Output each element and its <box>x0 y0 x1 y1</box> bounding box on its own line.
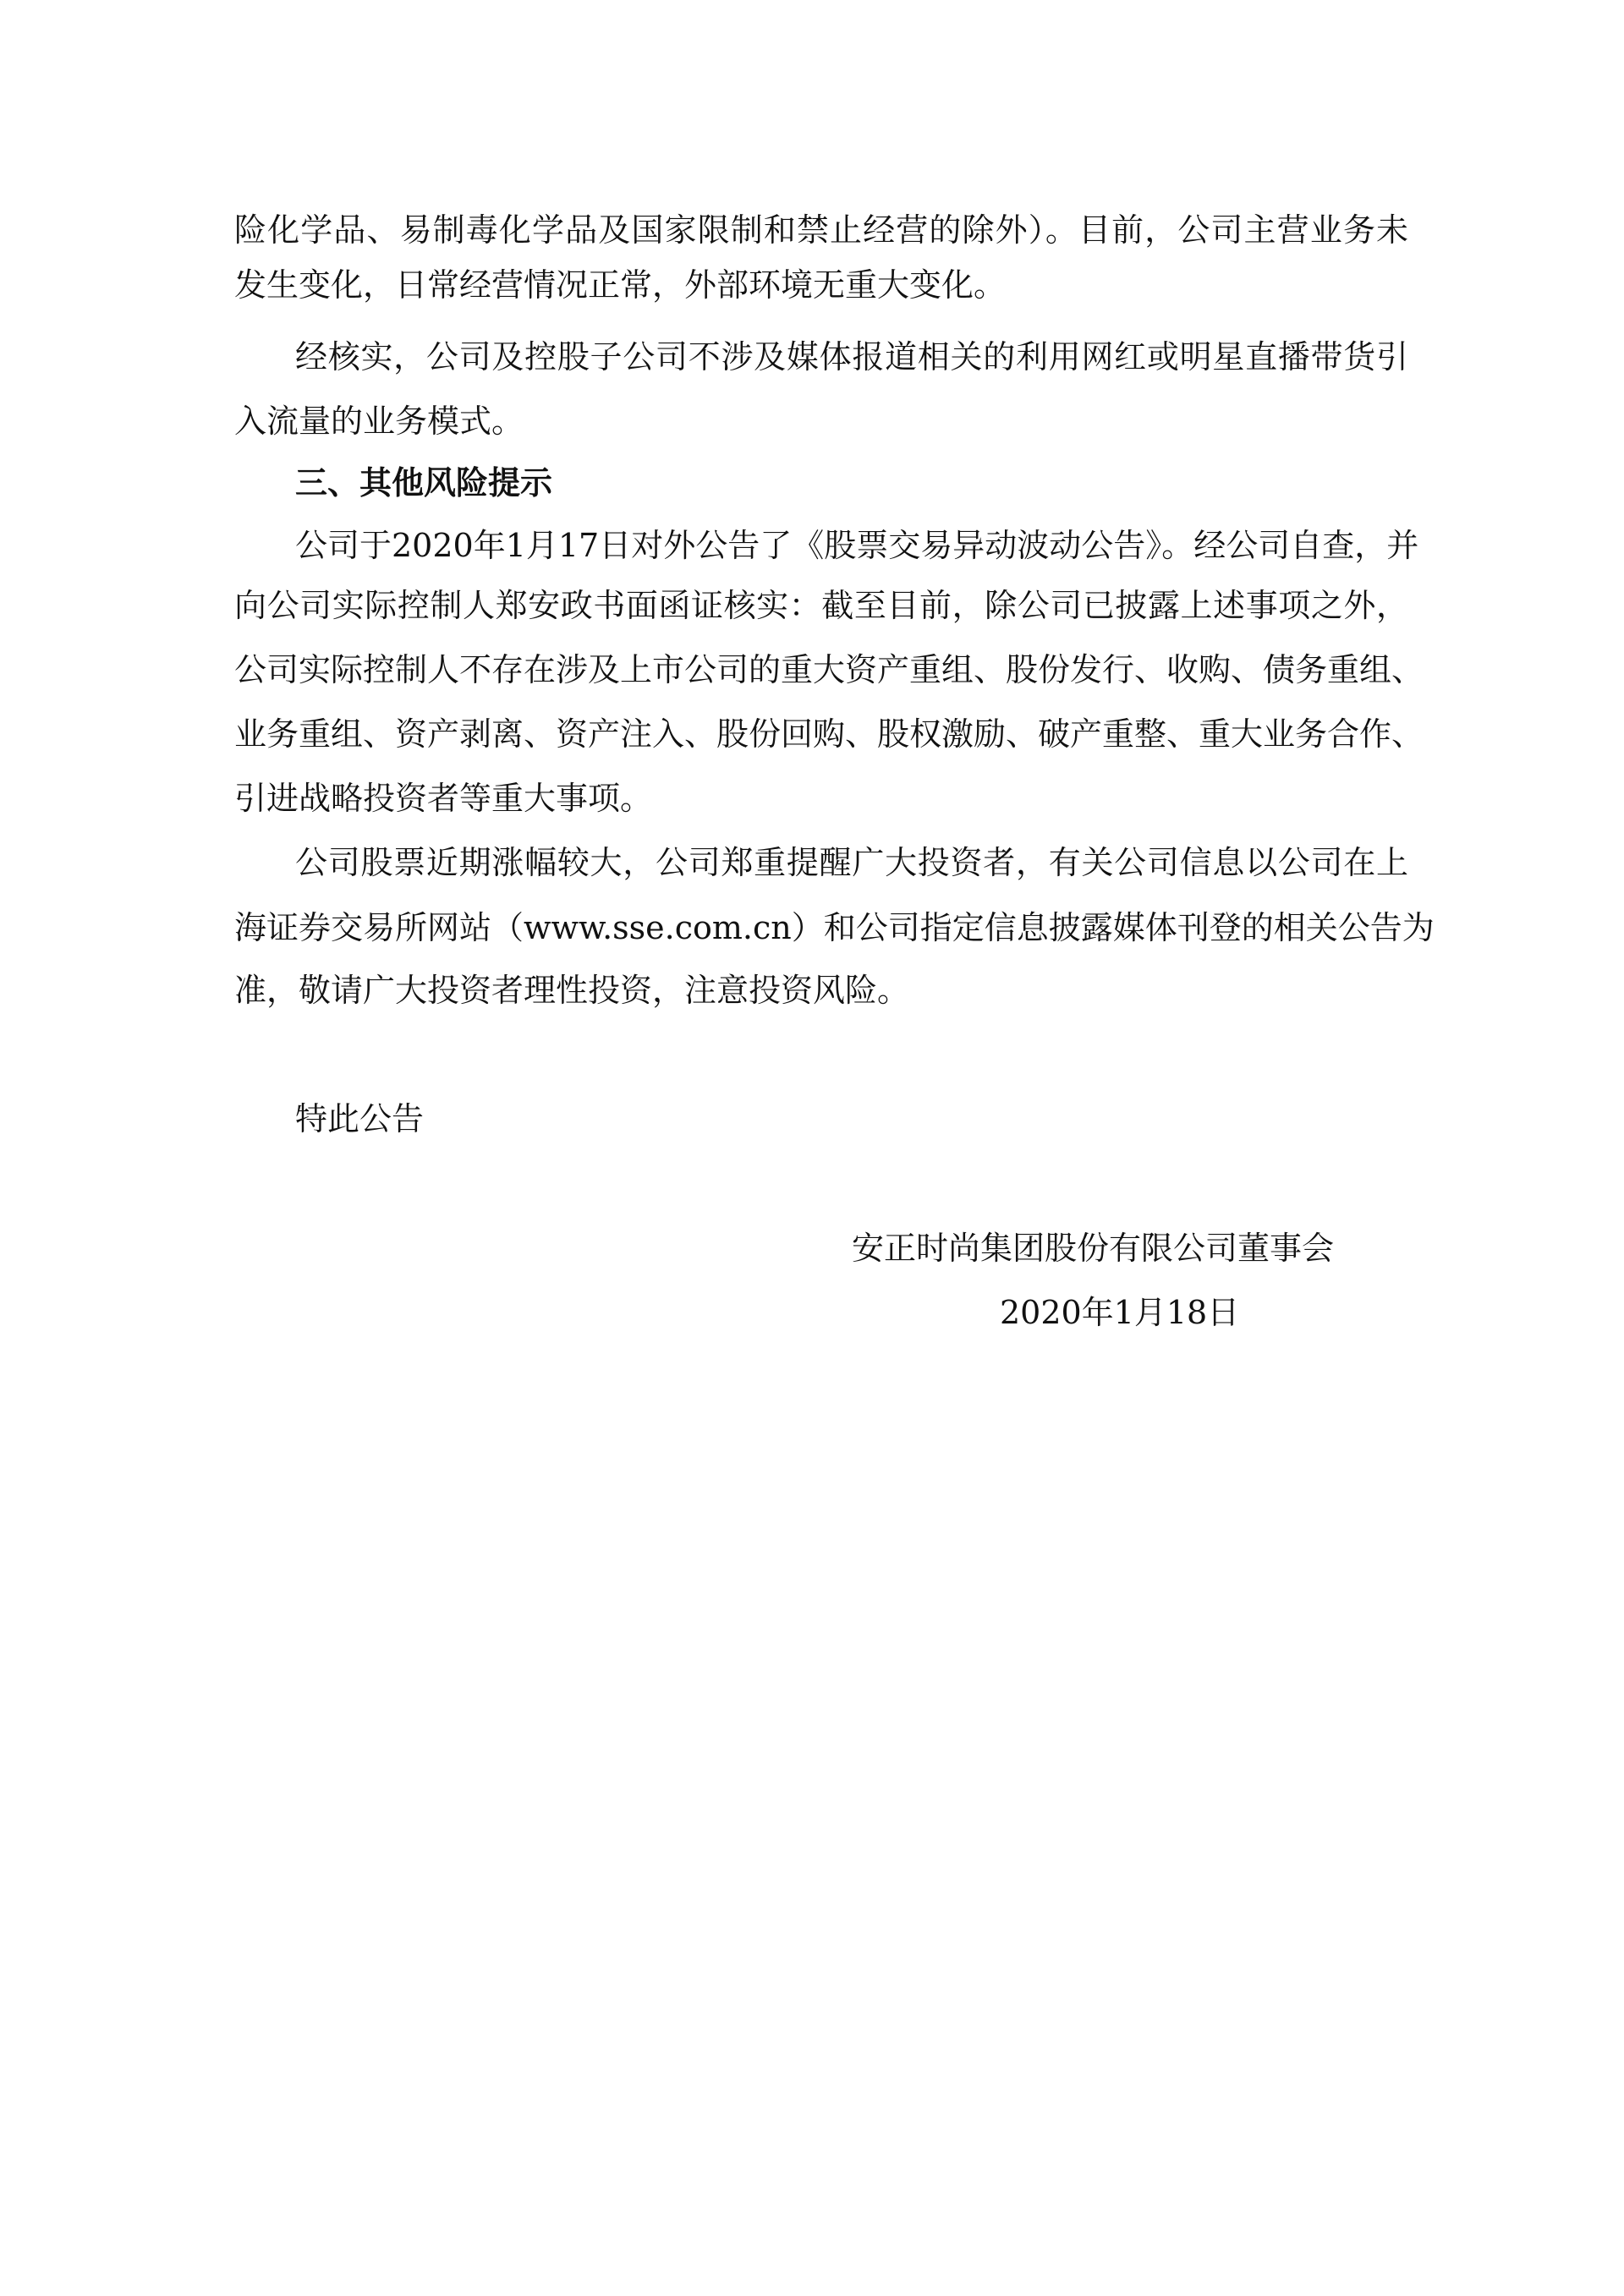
paragraph-line: 公司于2020年1月17日对外公告了《股票交易异动波动公告》。经公司自查，并 <box>295 527 1419 564</box>
section-heading: 三、其他风险提示 <box>295 463 553 501</box>
signature: 安正时尚集团股份有限公司董事会 <box>852 1230 1335 1267</box>
paragraph-line: 向公司实际控制人郑安政书面函证核实：截至目前，除公司已披露上述事项之外， <box>234 587 1408 624</box>
paragraph-line: 准，敬请广大投资者理性投资，注意投资风险。 <box>234 972 910 1009</box>
paragraph-line: 发生变化，日常经营情况正常，外部环境无重大变化。 <box>234 266 1007 304</box>
paragraph-line: 公司实际控制人不存在涉及上市公司的重大资产重组、股份发行、收购、债务重组、 <box>234 651 1424 688</box>
paragraph-line: 经核实，公司及控股子公司不涉及媒体报道相关的利用网红或明星直播带货引 <box>295 338 1408 375</box>
paragraph-line: 业务重组、资产剥离、资产注入、股份回购、股权激励、破产重整、重大业务合作、 <box>234 715 1424 753</box>
paragraph-line: 引进战略投资者等重大事项。 <box>234 780 653 817</box>
closing-text: 特此公告 <box>295 1100 425 1137</box>
paragraph-line: 入流量的业务模式。 <box>234 403 524 440</box>
announcement-date: 2020年1月18日 <box>1000 1294 1240 1331</box>
paragraph-line: 险化学品、易制毒化学品及国家限制和禁止经营的除外）。目前，公司主营业务未 <box>234 211 1408 249</box>
paragraph-line: 海证券交易所网站（www.sse.com.cn）和公司指定信息披露媒体刊登的相关公告为 <box>234 909 1435 946</box>
paragraph-line: 公司股票近期涨幅较大，公司郑重提醒广大投资者，有关公司信息以公司在上 <box>295 844 1408 881</box>
